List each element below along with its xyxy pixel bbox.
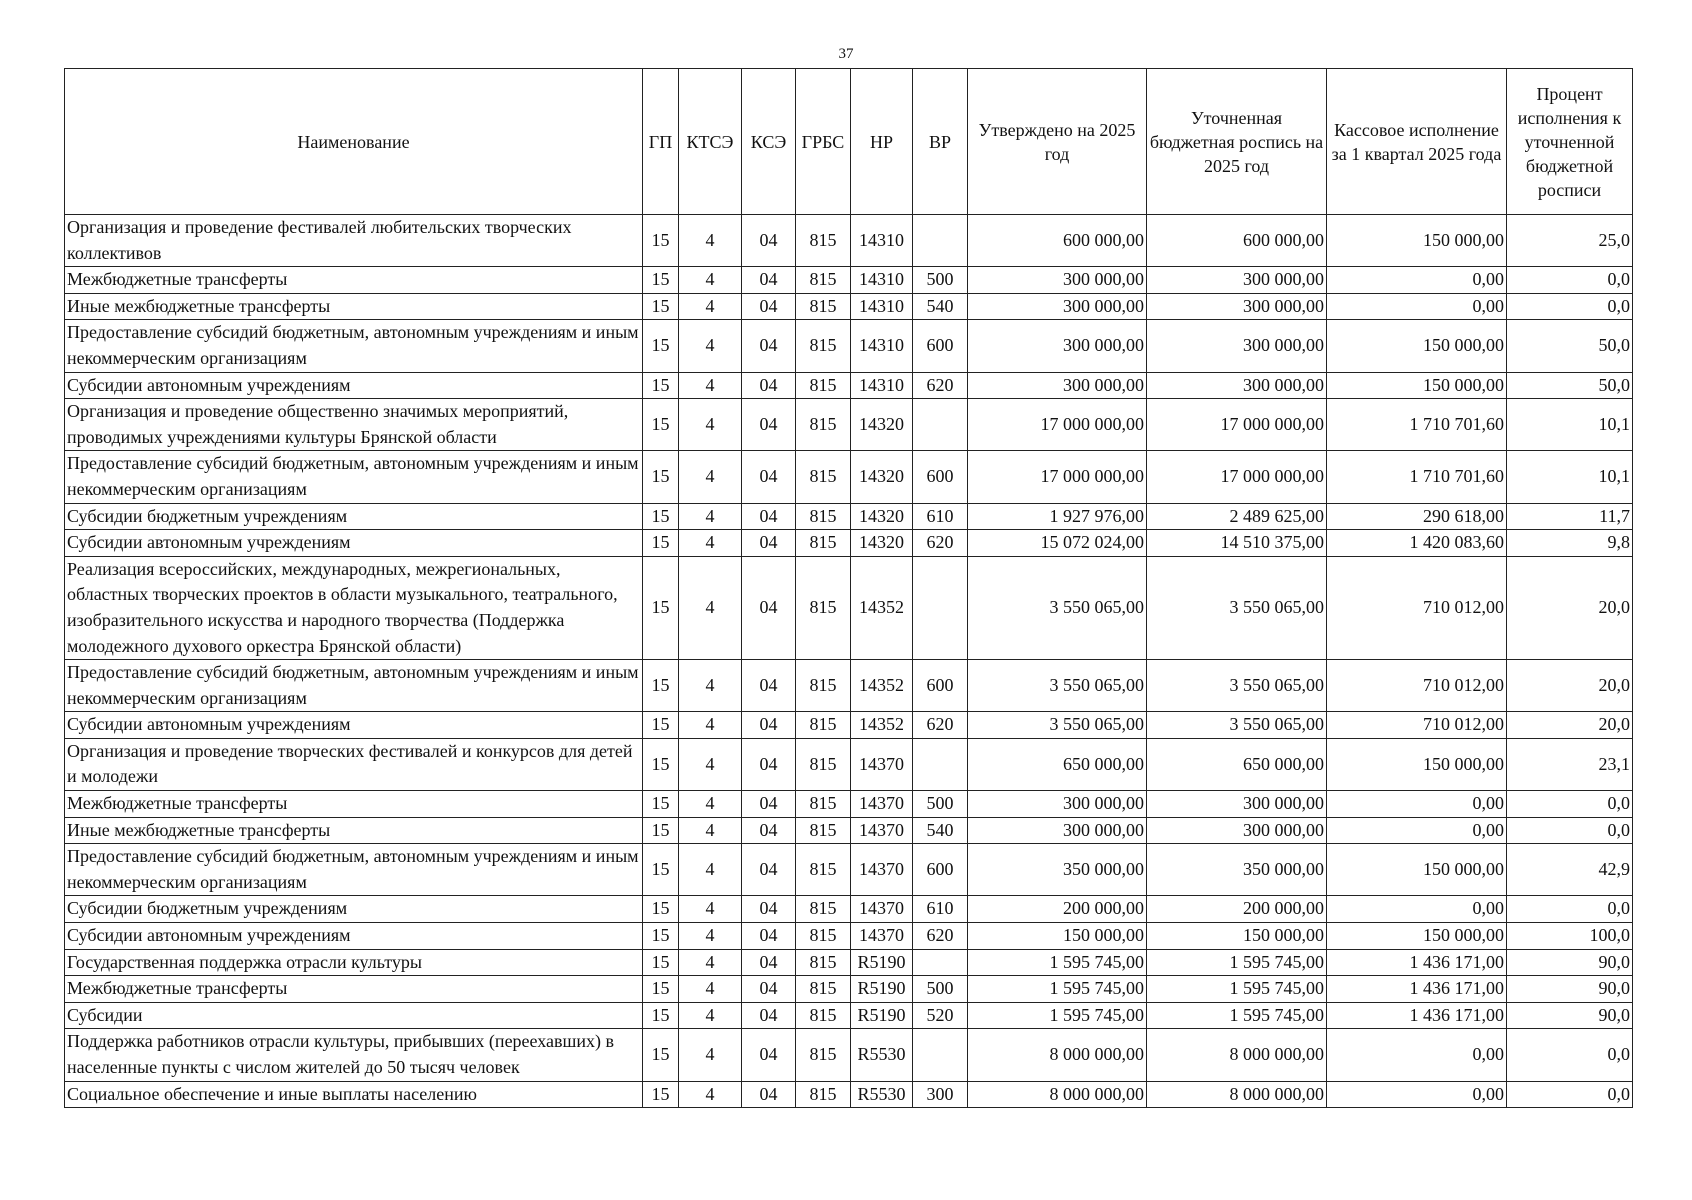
- cell-cash: 150 000,00: [1327, 923, 1507, 950]
- cell-name: Субсидии автономным учреждениям: [65, 712, 643, 739]
- cell-np: 14320: [851, 451, 913, 503]
- cell-cash: 710 012,00: [1327, 556, 1507, 659]
- cell-gp: 15: [643, 949, 679, 976]
- cell-kse: 04: [742, 1029, 796, 1081]
- cell-vr: 600: [913, 660, 968, 712]
- col-header-refined: Уточненная бюджетная роспись на 2025 год: [1147, 69, 1327, 215]
- cell-refined: 300 000,00: [1147, 267, 1327, 294]
- cell-refined: 3 550 065,00: [1147, 556, 1327, 659]
- cell-grbs: 815: [796, 372, 851, 399]
- cell-kse: 04: [742, 372, 796, 399]
- cell-grbs: 815: [796, 949, 851, 976]
- cell-percent: 0,0: [1507, 1029, 1633, 1081]
- cell-ktse: 4: [679, 738, 742, 790]
- cell-vr: [913, 215, 968, 267]
- cell-refined: 2 489 625,00: [1147, 503, 1327, 530]
- cell-refined: 1 595 745,00: [1147, 949, 1327, 976]
- cell-gp: 15: [643, 215, 679, 267]
- cell-approved: 600 000,00: [968, 215, 1147, 267]
- cell-ktse: 4: [679, 372, 742, 399]
- cell-ktse: 4: [679, 844, 742, 896]
- cell-name: Субсидии автономным учреждениям: [65, 530, 643, 557]
- cell-percent: 90,0: [1507, 976, 1633, 1003]
- cell-kse: 04: [742, 791, 796, 818]
- cell-grbs: 815: [796, 1029, 851, 1081]
- cell-kse: 04: [742, 1002, 796, 1029]
- cell-approved: 300 000,00: [968, 791, 1147, 818]
- cell-vr: 500: [913, 267, 968, 294]
- cell-grbs: 815: [796, 844, 851, 896]
- cell-np: 14370: [851, 844, 913, 896]
- cell-grbs: 815: [796, 503, 851, 530]
- cell-ktse: 4: [679, 451, 742, 503]
- cell-ktse: 4: [679, 1002, 742, 1029]
- cell-ktse: 4: [679, 791, 742, 818]
- cell-kse: 04: [742, 660, 796, 712]
- cell-grbs: 815: [796, 660, 851, 712]
- cell-approved: 300 000,00: [968, 267, 1147, 294]
- cell-cash: 150 000,00: [1327, 215, 1507, 267]
- budget-table: [64, 68, 1633, 1108]
- cell-grbs: 815: [796, 293, 851, 320]
- cell-percent: 10,1: [1507, 399, 1633, 451]
- cell-gp: 15: [643, 372, 679, 399]
- cell-gp: 15: [643, 293, 679, 320]
- cell-ktse: 4: [679, 923, 742, 950]
- cell-np: 14310: [851, 293, 913, 320]
- cell-name: Государственная поддержка отрасли культуры: [65, 949, 643, 976]
- cell-name: Организация и проведение общественно значимых мероприятий, проводимых учреждениями культуры Брянской области: [65, 399, 643, 451]
- cell-refined: 200 000,00: [1147, 896, 1327, 923]
- cell-gp: 15: [643, 712, 679, 739]
- cell-percent: 11,7: [1507, 503, 1633, 530]
- table-row: [65, 1002, 1633, 1029]
- table-row: [65, 1029, 1633, 1081]
- cell-refined: 300 000,00: [1147, 817, 1327, 844]
- col-header-kse: КСЭ: [742, 69, 796, 215]
- cell-cash: 0,00: [1327, 896, 1507, 923]
- cell-gp: 15: [643, 976, 679, 1003]
- cell-kse: 04: [742, 844, 796, 896]
- cell-approved: 1 595 745,00: [968, 949, 1147, 976]
- cell-vr: 500: [913, 791, 968, 818]
- table-row: [65, 293, 1633, 320]
- cell-grbs: 815: [796, 791, 851, 818]
- cell-kse: 04: [742, 896, 796, 923]
- cell-approved: 350 000,00: [968, 844, 1147, 896]
- cell-cash: 150 000,00: [1327, 320, 1507, 372]
- cell-vr: 300: [913, 1081, 968, 1108]
- cell-refined: 600 000,00: [1147, 215, 1327, 267]
- col-header-grbs: ГРБС: [796, 69, 851, 215]
- cell-name: Межбюджетные трансферты: [65, 976, 643, 1003]
- cell-ktse: 4: [679, 293, 742, 320]
- cell-np: R5190: [851, 1002, 913, 1029]
- cell-grbs: 815: [796, 976, 851, 1003]
- cell-kse: 04: [742, 320, 796, 372]
- cell-approved: 3 550 065,00: [968, 660, 1147, 712]
- cell-grbs: 815: [796, 896, 851, 923]
- cell-grbs: 815: [796, 267, 851, 294]
- cell-refined: 17 000 000,00: [1147, 399, 1327, 451]
- cell-refined: 8 000 000,00: [1147, 1029, 1327, 1081]
- cell-kse: 04: [742, 923, 796, 950]
- cell-np: 14352: [851, 660, 913, 712]
- cell-kse: 04: [742, 976, 796, 1003]
- cell-gp: 15: [643, 399, 679, 451]
- table-row: [65, 372, 1633, 399]
- cell-kse: 04: [742, 712, 796, 739]
- cell-np: 14370: [851, 738, 913, 790]
- cell-name: Поддержка работников отрасли культуры, прибывших (переехавших) в населенные пункты с числом жителей до 50 тысяч человек: [65, 1029, 643, 1081]
- cell-np: R5190: [851, 976, 913, 1003]
- cell-ktse: 4: [679, 1081, 742, 1108]
- cell-percent: 0,0: [1507, 1081, 1633, 1108]
- cell-name: Межбюджетные трансферты: [65, 267, 643, 294]
- cell-refined: 3 550 065,00: [1147, 660, 1327, 712]
- col-header-gp: ГП: [643, 69, 679, 215]
- cell-cash: 150 000,00: [1327, 844, 1507, 896]
- table-row: [65, 267, 1633, 294]
- cell-gp: 15: [643, 530, 679, 557]
- cell-cash: 290 618,00: [1327, 503, 1507, 530]
- cell-refined: 150 000,00: [1147, 923, 1327, 950]
- cell-kse: 04: [742, 503, 796, 530]
- cell-cash: 710 012,00: [1327, 660, 1507, 712]
- cell-percent: 0,0: [1507, 817, 1633, 844]
- cell-gp: 15: [643, 1002, 679, 1029]
- cell-percent: 100,0: [1507, 923, 1633, 950]
- col-header-cash: Кассовое исполнение за 1 квартал 2025 года: [1327, 69, 1507, 215]
- cell-refined: 300 000,00: [1147, 293, 1327, 320]
- cell-vr: 620: [913, 530, 968, 557]
- cell-approved: 3 550 065,00: [968, 556, 1147, 659]
- cell-gp: 15: [643, 556, 679, 659]
- table-row: [65, 530, 1633, 557]
- col-header-ktse: КТСЭ: [679, 69, 742, 215]
- cell-cash: 1 436 171,00: [1327, 949, 1507, 976]
- cell-vr: 600: [913, 320, 968, 372]
- cell-approved: 17 000 000,00: [968, 451, 1147, 503]
- cell-grbs: 815: [796, 451, 851, 503]
- cell-vr: [913, 556, 968, 659]
- cell-name: Иные межбюджетные трансферты: [65, 817, 643, 844]
- cell-refined: 1 595 745,00: [1147, 976, 1327, 1003]
- cell-approved: 150 000,00: [968, 923, 1147, 950]
- cell-cash: 1 436 171,00: [1327, 1002, 1507, 1029]
- col-header-np: НР: [851, 69, 913, 215]
- cell-ktse: 4: [679, 817, 742, 844]
- cell-refined: 650 000,00: [1147, 738, 1327, 790]
- cell-grbs: 815: [796, 712, 851, 739]
- cell-ktse: 4: [679, 556, 742, 659]
- cell-name: Субсидии автономным учреждениям: [65, 923, 643, 950]
- cell-vr: 620: [913, 923, 968, 950]
- cell-np: 14370: [851, 817, 913, 844]
- cell-cash: 0,00: [1327, 293, 1507, 320]
- cell-approved: 300 000,00: [968, 817, 1147, 844]
- cell-grbs: 815: [796, 556, 851, 659]
- cell-cash: 0,00: [1327, 267, 1507, 294]
- table-row: [65, 503, 1633, 530]
- cell-np: R5190: [851, 949, 913, 976]
- cell-percent: 20,0: [1507, 556, 1633, 659]
- cell-cash: 0,00: [1327, 1081, 1507, 1108]
- table-row: [65, 215, 1633, 267]
- cell-np: 14352: [851, 556, 913, 659]
- cell-percent: 20,0: [1507, 660, 1633, 712]
- cell-approved: 300 000,00: [968, 372, 1147, 399]
- cell-vr: 540: [913, 817, 968, 844]
- cell-ktse: 4: [679, 1029, 742, 1081]
- cell-gp: 15: [643, 503, 679, 530]
- cell-np: 14370: [851, 896, 913, 923]
- cell-gp: 15: [643, 844, 679, 896]
- cell-ktse: 4: [679, 712, 742, 739]
- cell-refined: 300 000,00: [1147, 320, 1327, 372]
- cell-cash: 1 710 701,60: [1327, 451, 1507, 503]
- cell-name: Межбюджетные трансферты: [65, 791, 643, 818]
- table-body: [65, 215, 1633, 1108]
- cell-name: Организация и проведение фестивалей любительских творческих коллективов: [65, 215, 643, 267]
- cell-gp: 15: [643, 738, 679, 790]
- cell-approved: 300 000,00: [968, 320, 1147, 372]
- cell-percent: 42,9: [1507, 844, 1633, 896]
- cell-percent: 50,0: [1507, 320, 1633, 372]
- cell-np: 14320: [851, 399, 913, 451]
- cell-refined: 3 550 065,00: [1147, 712, 1327, 739]
- cell-vr: [913, 949, 968, 976]
- cell-cash: 150 000,00: [1327, 738, 1507, 790]
- cell-kse: 04: [742, 530, 796, 557]
- cell-approved: 3 550 065,00: [968, 712, 1147, 739]
- cell-name: Субсидии бюджетным учреждениям: [65, 503, 643, 530]
- cell-kse: 04: [742, 1081, 796, 1108]
- cell-gp: 15: [643, 660, 679, 712]
- cell-np: 14310: [851, 215, 913, 267]
- table-row: [65, 660, 1633, 712]
- cell-refined: 8 000 000,00: [1147, 1081, 1327, 1108]
- cell-refined: 300 000,00: [1147, 791, 1327, 818]
- cell-grbs: 815: [796, 530, 851, 557]
- cell-percent: 0,0: [1507, 896, 1633, 923]
- cell-vr: 520: [913, 1002, 968, 1029]
- cell-grbs: 815: [796, 1002, 851, 1029]
- cell-cash: 0,00: [1327, 1029, 1507, 1081]
- cell-vr: 540: [913, 293, 968, 320]
- cell-cash: 1 420 083,60: [1327, 530, 1507, 557]
- cell-gp: 15: [643, 267, 679, 294]
- cell-name: Предоставление субсидий бюджетным, автономным учреждениям и иным некоммерческим организациям: [65, 451, 643, 503]
- table-row: [65, 399, 1633, 451]
- cell-grbs: 815: [796, 320, 851, 372]
- cell-grbs: 815: [796, 738, 851, 790]
- cell-ktse: 4: [679, 215, 742, 267]
- cell-gp: 15: [643, 1081, 679, 1108]
- cell-gp: 15: [643, 1029, 679, 1081]
- table-row: [65, 320, 1633, 372]
- table-row: [65, 712, 1633, 739]
- header-row: [65, 69, 1633, 215]
- cell-vr: 500: [913, 976, 968, 1003]
- table-row: [65, 1081, 1633, 1108]
- cell-approved: 300 000,00: [968, 293, 1147, 320]
- cell-grbs: 815: [796, 1081, 851, 1108]
- cell-approved: 1 595 745,00: [968, 1002, 1147, 1029]
- cell-percent: 90,0: [1507, 1002, 1633, 1029]
- cell-ktse: 4: [679, 267, 742, 294]
- cell-kse: 04: [742, 399, 796, 451]
- cell-vr: 600: [913, 451, 968, 503]
- cell-name: Предоставление субсидий бюджетным, автономным учреждениям и иным некоммерческим организациям: [65, 844, 643, 896]
- cell-percent: 10,1: [1507, 451, 1633, 503]
- cell-ktse: 4: [679, 896, 742, 923]
- cell-kse: 04: [742, 949, 796, 976]
- cell-percent: 90,0: [1507, 949, 1633, 976]
- cell-grbs: 815: [796, 923, 851, 950]
- cell-refined: 300 000,00: [1147, 372, 1327, 399]
- cell-np: 14370: [851, 923, 913, 950]
- cell-np: 14310: [851, 267, 913, 294]
- cell-ktse: 4: [679, 530, 742, 557]
- cell-cash: 0,00: [1327, 791, 1507, 818]
- table-row: [65, 896, 1633, 923]
- cell-vr: 610: [913, 896, 968, 923]
- cell-kse: 04: [742, 215, 796, 267]
- cell-name: Субсидии бюджетным учреждениям: [65, 896, 643, 923]
- cell-name: Реализация всероссийских, международных, межрегиональных, областных творческих проектов в области музыкального, театрального, изобразительного искусства и народного творчества (Поддержка молодежного духового оркестра Брянской области): [65, 556, 643, 659]
- cell-name: Предоставление субсидий бюджетным, автономным учреждениям и иным некоммерческим организациям: [65, 660, 643, 712]
- cell-grbs: 815: [796, 399, 851, 451]
- col-header-vr: ВР: [913, 69, 968, 215]
- cell-ktse: 4: [679, 976, 742, 1003]
- cell-kse: 04: [742, 267, 796, 294]
- cell-np: R5530: [851, 1029, 913, 1081]
- cell-cash: 710 012,00: [1327, 712, 1507, 739]
- cell-name: Субсидии: [65, 1002, 643, 1029]
- cell-gp: 15: [643, 817, 679, 844]
- cell-percent: 9,8: [1507, 530, 1633, 557]
- table-row: [65, 923, 1633, 950]
- cell-approved: 200 000,00: [968, 896, 1147, 923]
- cell-refined: 350 000,00: [1147, 844, 1327, 896]
- cell-refined: 14 510 375,00: [1147, 530, 1327, 557]
- cell-cash: 150 000,00: [1327, 372, 1507, 399]
- cell-percent: 0,0: [1507, 293, 1633, 320]
- cell-ktse: 4: [679, 320, 742, 372]
- cell-kse: 04: [742, 293, 796, 320]
- cell-np: 14352: [851, 712, 913, 739]
- cell-gp: 15: [643, 923, 679, 950]
- cell-refined: 17 000 000,00: [1147, 451, 1327, 503]
- cell-approved: 17 000 000,00: [968, 399, 1147, 451]
- cell-percent: 50,0: [1507, 372, 1633, 399]
- cell-gp: 15: [643, 791, 679, 818]
- cell-approved: 8 000 000,00: [968, 1029, 1147, 1081]
- cell-ktse: 4: [679, 949, 742, 976]
- table-row: [65, 844, 1633, 896]
- cell-kse: 04: [742, 451, 796, 503]
- cell-kse: 04: [742, 817, 796, 844]
- cell-percent: 0,0: [1507, 791, 1633, 818]
- cell-vr: [913, 738, 968, 790]
- cell-vr: [913, 399, 968, 451]
- table-row: [65, 949, 1633, 976]
- cell-ktse: 4: [679, 503, 742, 530]
- cell-approved: 15 072 024,00: [968, 530, 1147, 557]
- cell-approved: 8 000 000,00: [968, 1081, 1147, 1108]
- cell-vr: 620: [913, 712, 968, 739]
- cell-np: 14320: [851, 503, 913, 530]
- table-row: [65, 817, 1633, 844]
- table-row: [65, 976, 1633, 1003]
- cell-np: 14370: [851, 791, 913, 818]
- cell-kse: 04: [742, 556, 796, 659]
- cell-percent: 0,0: [1507, 267, 1633, 294]
- cell-ktse: 4: [679, 399, 742, 451]
- cell-np: 14310: [851, 320, 913, 372]
- cell-name: Предоставление субсидий бюджетным, автономным учреждениям и иным некоммерческим организациям: [65, 320, 643, 372]
- cell-name: Социальное обеспечение и иные выплаты населению: [65, 1081, 643, 1108]
- cell-vr: [913, 1029, 968, 1081]
- cell-cash: 1 710 701,60: [1327, 399, 1507, 451]
- cell-approved: 1 595 745,00: [968, 976, 1147, 1003]
- col-header-percent: Процент исполнения к уточненной бюджетной росписи: [1507, 69, 1633, 215]
- cell-approved: 650 000,00: [968, 738, 1147, 790]
- cell-np: R5530: [851, 1081, 913, 1108]
- cell-name: Организация и проведение творческих фестивалей и конкурсов для детей и молодежи: [65, 738, 643, 790]
- col-header-name: Наименование: [65, 69, 643, 215]
- cell-vr: 600: [913, 844, 968, 896]
- cell-percent: 20,0: [1507, 712, 1633, 739]
- cell-grbs: 815: [796, 817, 851, 844]
- cell-np: 14310: [851, 372, 913, 399]
- cell-vr: 620: [913, 372, 968, 399]
- cell-ktse: 4: [679, 660, 742, 712]
- table-row: [65, 738, 1633, 790]
- cell-np: 14320: [851, 530, 913, 557]
- cell-cash: 0,00: [1327, 817, 1507, 844]
- cell-gp: 15: [643, 451, 679, 503]
- cell-gp: 15: [643, 320, 679, 372]
- cell-vr: 610: [913, 503, 968, 530]
- table-row: [65, 451, 1633, 503]
- cell-grbs: 815: [796, 215, 851, 267]
- cell-kse: 04: [742, 738, 796, 790]
- cell-refined: 1 595 745,00: [1147, 1002, 1327, 1029]
- cell-name: Иные межбюджетные трансферты: [65, 293, 643, 320]
- cell-cash: 1 436 171,00: [1327, 976, 1507, 1003]
- cell-percent: 23,1: [1507, 738, 1633, 790]
- cell-approved: 1 927 976,00: [968, 503, 1147, 530]
- table-row: [65, 556, 1633, 659]
- cell-gp: 15: [643, 896, 679, 923]
- col-header-approved: Утверждено на 2025 год: [968, 69, 1147, 215]
- cell-percent: 25,0: [1507, 215, 1633, 267]
- cell-name: Субсидии автономным учреждениям: [65, 372, 643, 399]
- table-row: [65, 791, 1633, 818]
- page-number: 37: [838, 46, 854, 62]
